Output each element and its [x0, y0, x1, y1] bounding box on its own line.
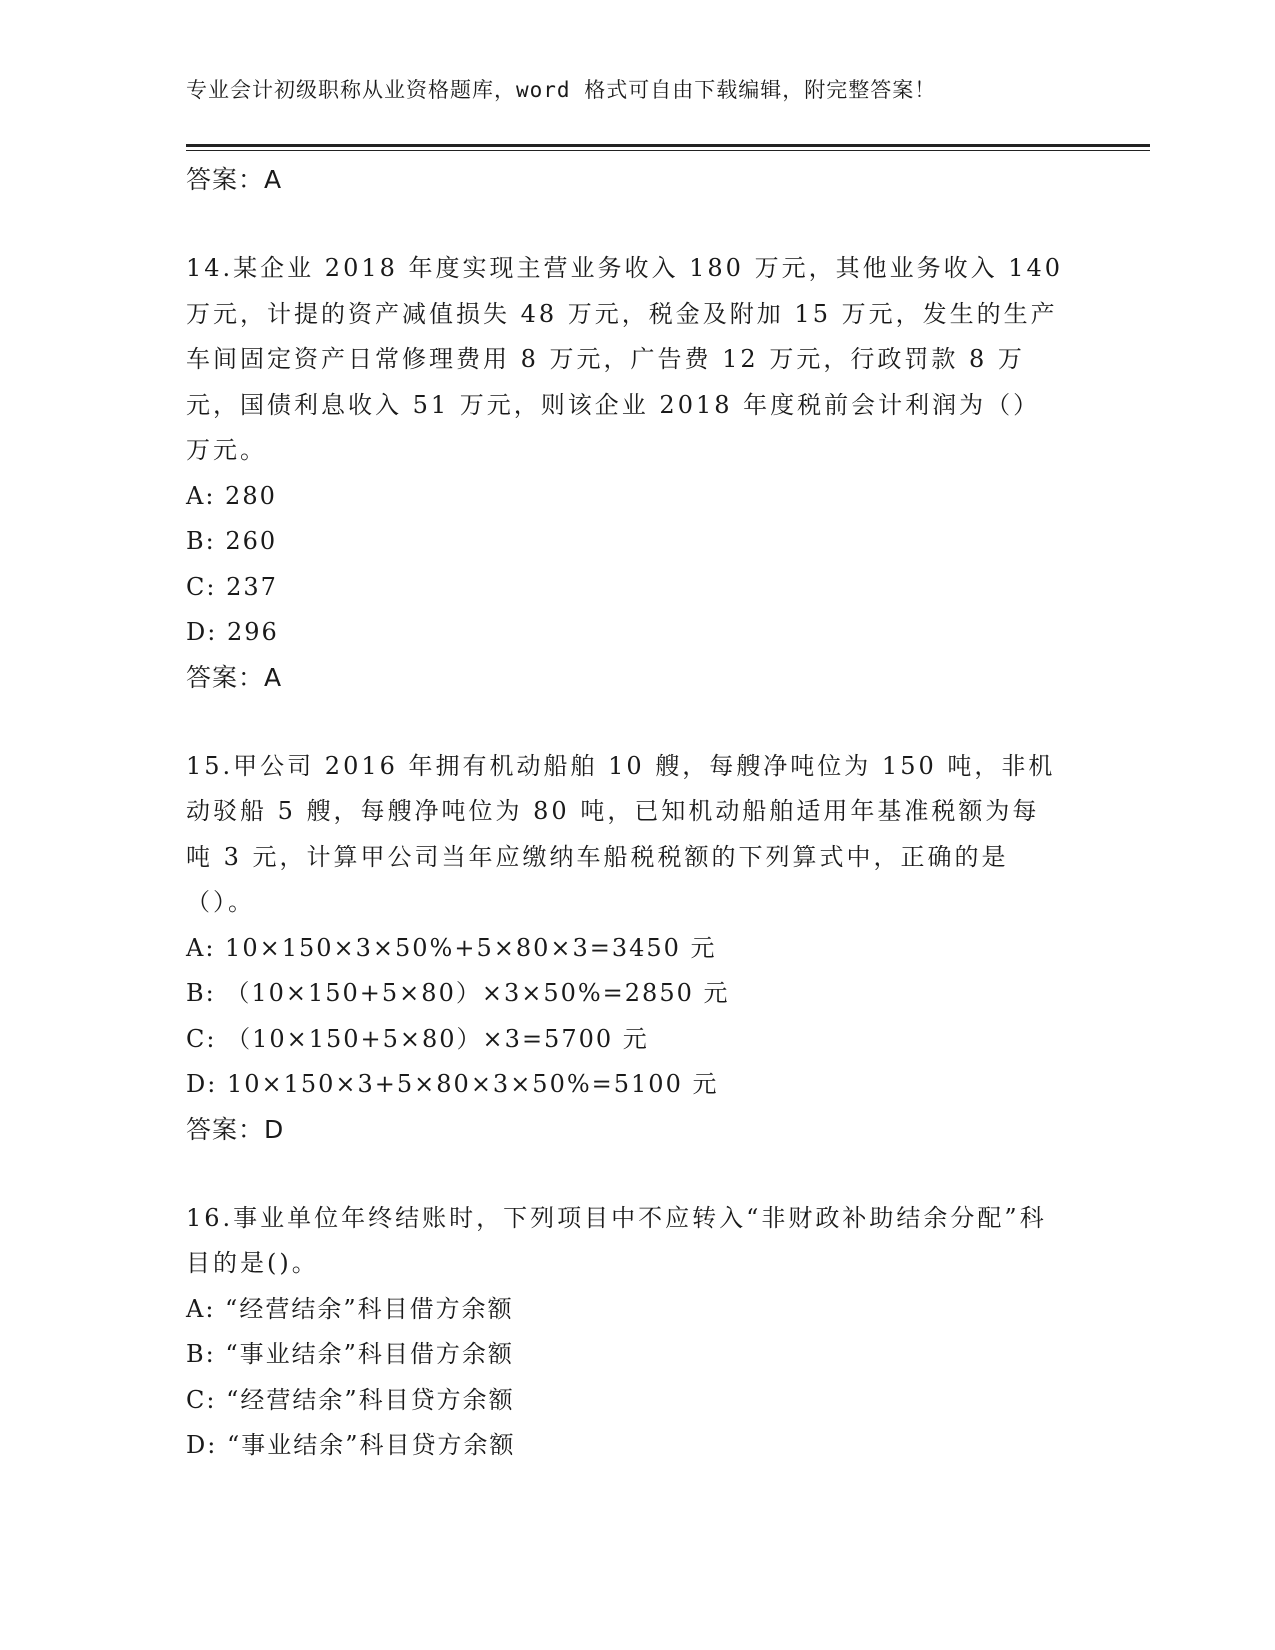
- question-text: 16.事业单位年终结账时，下列项目中不应转入“非财政补助结余分配”科目的是()。: [186, 1203, 1047, 1277]
- option-a: A: 10×150×3×50%+5×80×3=3450 元: [186, 933, 717, 962]
- spacer: [186, 1152, 1086, 1196]
- option-c: C: （10×150+5×80）×3=5700 元: [186, 1024, 649, 1053]
- option-d: D: 296: [186, 618, 279, 646]
- answer-label: 答案：D: [186, 1114, 285, 1144]
- option-d: D: “事业结余”科目贷方余额: [186, 1431, 516, 1459]
- question-text: 14.某企业 2018 年度实现主营业务收入 180 万元，其他业务收入 140 万元，计提的资产减值损失 48 万元，税金及附加 15 万元，发生的生产车间固定资产日常修理费用 8 万元，广告费 12 万元，行政罚款 8 万元，国债利息收入 51 万元，则该企业 2018 年度税前会计利润为（）万元。: [186, 254, 1064, 464]
- answer-label: 答案：A: [186, 662, 283, 692]
- document-body: [186, 158, 1086, 1469]
- option-d: D: 10×150×3+5×80×3×50%=5100 元: [186, 1070, 719, 1098]
- page-header: 专业会计初级职称从业资格题库，word 格式可自由下载编辑，附完整答案！: [186, 78, 937, 102]
- header-rule-thick: [186, 144, 1150, 147]
- option-b: B: （10×150+5×80）×3×50%=2850 元: [186, 979, 730, 1007]
- question-text: 15.甲公司 2016 年拥有机动船舶 10 艘，每艘净吨位为 150 吨，非机动驳船 5 艘，每艘净吨位为 80 吨，已知机动船舶适用年基准税额为每吨 3 元，计算甲公司当年应缴纳车船税税额的下列算式中，正确的是（）。: [186, 751, 1056, 916]
- question-block-15: [186, 744, 1086, 1152]
- question-block-16: [186, 1196, 1086, 1469]
- option-c: C: 237: [186, 572, 278, 601]
- option-a: A: 280: [186, 481, 277, 510]
- header-rule-thin: [186, 150, 1150, 151]
- previous-answer: 答案：A: [186, 165, 283, 194]
- option-a: A: “经营结余”科目借方余额: [186, 1294, 514, 1323]
- spacer: [186, 700, 1086, 744]
- question-block-14: [186, 246, 1086, 700]
- option-c: C: “经营结余”科目贷方余额: [186, 1385, 515, 1414]
- option-b: B: 260: [186, 527, 278, 555]
- spacer: [186, 202, 1086, 246]
- option-b: B: “事业结余”科目借方余额: [186, 1340, 514, 1368]
